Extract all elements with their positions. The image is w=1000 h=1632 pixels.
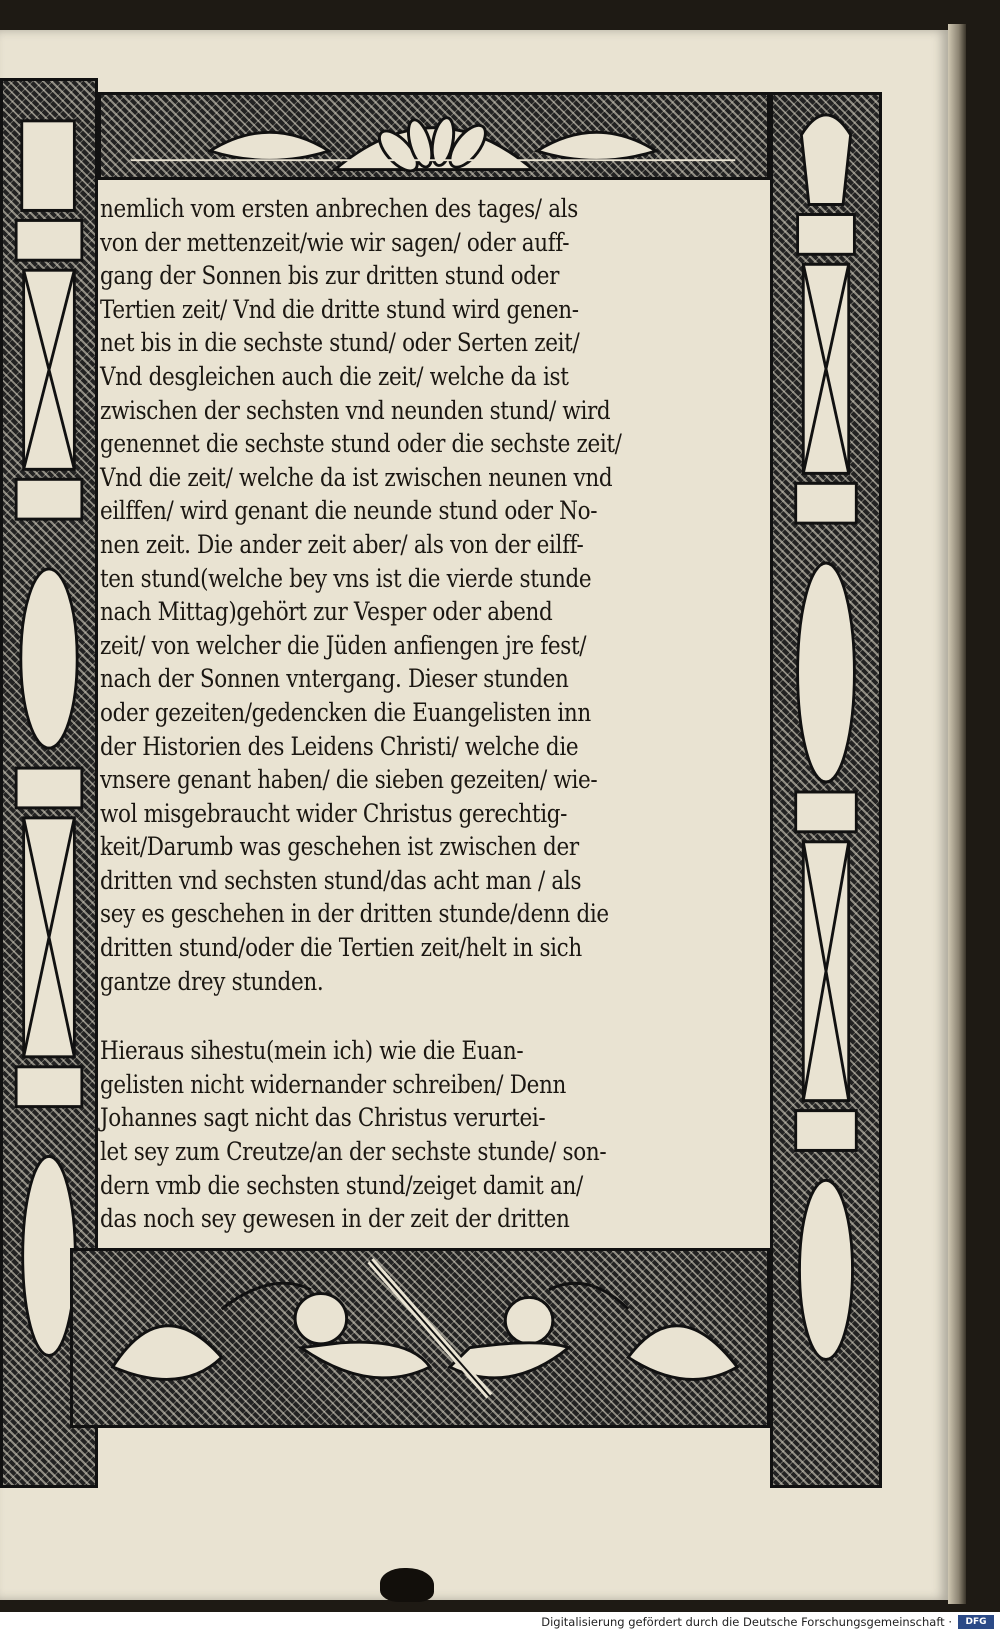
text-line: let sey zum Creutze/an der sechste stunde/ son- bbox=[100, 1137, 607, 1167]
paragraph-2 bbox=[100, 1034, 758, 1236]
top-woodcut-border bbox=[98, 92, 770, 180]
page-edge bbox=[948, 24, 966, 1604]
text-line: dritten vnd sechsten stund/das acht man / als bbox=[100, 865, 582, 895]
text-line: wol misgebraucht wider Christus gerechtig- bbox=[100, 798, 568, 828]
bottom-woodcut-border bbox=[70, 1248, 770, 1428]
digitization-footer bbox=[0, 1612, 1000, 1632]
dfg-logo: DFG bbox=[958, 1615, 994, 1629]
text-line: dern vmb die sechsten stund/zeiget damit an/ bbox=[100, 1170, 583, 1200]
text-line: gang der Sonnen bis zur dritten stund oder bbox=[100, 261, 560, 291]
text-line: zwischen der sechsten vnd neunden stund/ wird bbox=[100, 395, 611, 425]
text-line: gantze drey stunden. bbox=[100, 966, 324, 996]
text-line: von der mettenzeit/wie wir sagen/ oder auff- bbox=[100, 227, 570, 257]
paragraph-1 bbox=[100, 192, 758, 998]
text-line: zeit/ von welcher die Jüden anfiengen jre fest/ bbox=[100, 630, 587, 660]
text-line: vnsere genant haben/ die sieben gezeiten/ wie- bbox=[100, 765, 598, 795]
text-line: nemlich vom ersten anbrechen des tages/ als bbox=[100, 194, 578, 223]
text-line: nach der Sonnen vntergang. Dieser stunden bbox=[100, 664, 569, 694]
text-line: Johannes sagt nicht das Christus verurtei- bbox=[100, 1103, 546, 1133]
text-line: nach Mittag)gehört zur Vesper oder abend bbox=[100, 597, 553, 627]
text-line: Vnd die zeit/ welche da ist zwischen neunen vnd bbox=[100, 462, 613, 492]
text-line: Hieraus sihestu(mein ich) wie die Euan- bbox=[100, 1036, 524, 1066]
text-line: keit/Darumb was geschehen ist zwischen der bbox=[100, 832, 579, 862]
text-block bbox=[100, 192, 758, 1242]
text-line: dritten stund/oder die Tertien zeit/helt in sich bbox=[100, 933, 582, 963]
wormhole-damage bbox=[380, 1568, 434, 1602]
text-line: Vnd desgleichen auch die zeit/ welche da ist bbox=[100, 361, 569, 391]
footer-credit: Digitalisierung gefördert durch die Deutsche Forschungsgemeinschaft · bbox=[541, 1615, 952, 1629]
text-line: der Historien des Leidens Christi/ welche die bbox=[100, 731, 579, 761]
text-line: das noch sey gewesen in der zeit der dritten bbox=[100, 1204, 570, 1234]
text-line: genennet die sechste stund oder die sechste zeit/ bbox=[100, 429, 622, 459]
text-line: Tertien zeit/ Vnd die dritte stund wird genen- bbox=[100, 294, 579, 324]
paragraph-gap bbox=[100, 998, 758, 1034]
text-line: eilffen/ wird genant die neunde stund oder No- bbox=[100, 496, 598, 526]
text-line: net bis in die sechste stund/ oder Serten zeit/ bbox=[100, 328, 580, 358]
text-line: sey es geschehen in der dritten stunde/denn die bbox=[100, 899, 609, 929]
text-line: gelisten nicht widernander schreiben/ Denn bbox=[100, 1069, 566, 1099]
text-line: ten stund(welche bey vns ist die vierde stunde bbox=[100, 563, 592, 593]
text-line: nen zeit. Die ander zeit aber/ als von der eilff- bbox=[100, 529, 584, 559]
right-pillar-border bbox=[770, 92, 882, 1488]
text-line: oder gezeiten/gedencken die Euangelisten inn bbox=[100, 697, 591, 727]
